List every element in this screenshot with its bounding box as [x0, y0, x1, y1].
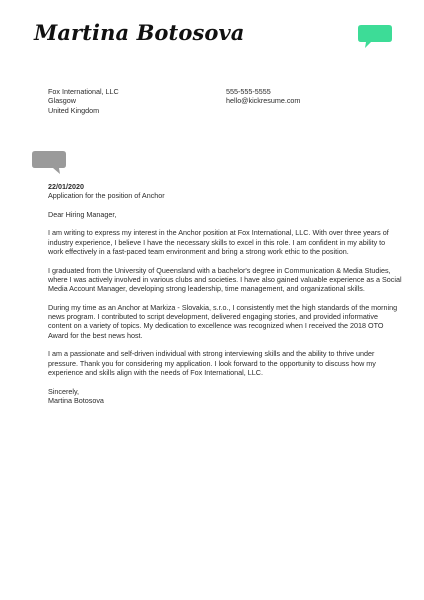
company-name: Fox International, LLC: [48, 87, 119, 96]
paragraph-line: I graduated from the University of Queensland with a bachelor's degree in Communication & Media Studies,: [48, 265, 391, 275]
country: United Kingdom: [48, 105, 100, 115]
paragraph-line: experience and skills align with the needs of Fox International, LLC.: [48, 367, 263, 377]
letter-date: 22/01/2020: [48, 182, 84, 191]
speech-bubble-gray-shape: [32, 151, 66, 174]
letter-signature: Martina Botosova: [48, 395, 104, 405]
paragraph-line: industry experience, I believe I have the necessary skills to excel in this role. I am confident in my ability to: [48, 237, 386, 247]
paragraph-line: content on a variety of topics. My dedication to excellence was recognized when I received the 2018 OTO: [48, 321, 384, 331]
paragraph-line: I am a passionate and self-driven individual with strong interviewing skills and the ability to thrive under: [48, 349, 375, 359]
phone-number: 555-555-5555: [226, 87, 271, 96]
paragraph-2: [48, 265, 402, 294]
paragraph-line: news program. I contributed to script development, delivered engaging stories, and provided informative: [48, 312, 379, 322]
speech-bubble-icon: [358, 25, 392, 51]
paragraph-line: where I was actively involved in various clubs and societies. I have also gained valuable experience as a Social: [48, 274, 402, 284]
letter-greeting: Dear Hiring Manager,: [48, 209, 117, 219]
city: Glasgow: [48, 96, 76, 106]
paragraph-line: I am writing to express my interest in the Anchor position at Fox International, LLC. With over three years of: [48, 228, 389, 238]
paragraph-4: [48, 349, 396, 377]
recipient-address: [48, 87, 119, 115]
email-address: hello@kickresume.com: [226, 96, 301, 106]
speech-bubble-green-shape: [358, 25, 392, 48]
applicant-name: Martina Botosova: [34, 20, 245, 45]
paragraph-3: [48, 303, 396, 340]
letter-closing: Sincerely,: [48, 386, 80, 396]
paragraph-line: During my time as an Anchor at Markiza - Slovakia, s.r.o., I consistently met the high standards of the morning: [48, 302, 398, 312]
letter-subject: Application for the position of Anchor: [48, 191, 165, 201]
paragraph-line: work effectively in a fast-paced team environment and bring a strong work ethic to the position.: [48, 247, 349, 257]
paragraph-1: [48, 228, 396, 256]
paragraph-line: Media Account Manager, developing strong leadership, time management, and organizational skills.: [48, 284, 365, 294]
speech-bubble-gray-icon: [32, 151, 66, 177]
contact-details: [226, 87, 300, 106]
paragraph-line: Award for the best news host.: [48, 330, 143, 340]
paragraph-line: pressure. Thank you for considering my application. I look forward to the opportunity to discuss how my: [48, 358, 376, 368]
letter-body: [48, 182, 402, 405]
